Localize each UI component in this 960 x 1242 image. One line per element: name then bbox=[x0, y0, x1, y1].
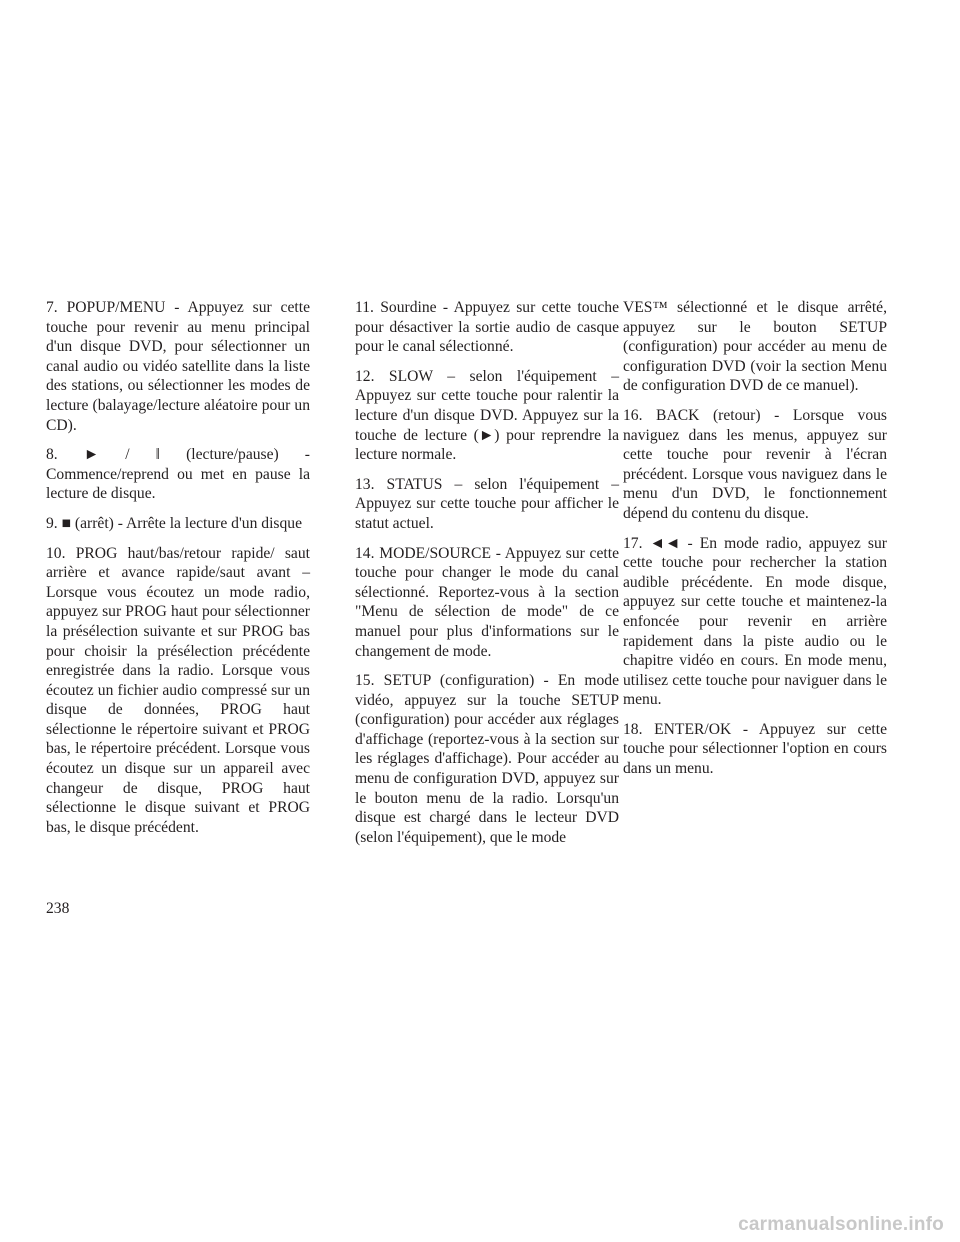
text-column-1 bbox=[46, 298, 310, 847]
paragraph-stop: 9. ■ (arrêt) - Arrête la lecture d'un disque bbox=[46, 514, 302, 532]
paragraph-play-pause: 8. ► / ‖ (lecture/pause) - Commence/reprend ou met en pause la lecture de disque. bbox=[46, 446, 310, 503]
text-column-2 bbox=[355, 298, 619, 857]
paragraph-setup: 15. SETUP (configuration) - En mode vidéo, appuyez sur la touche SETUP (configuration) pour accéder aux réglages d'affichage (reportez-vous à la section sur les réglages d'affichage). Pour accéder au menu de configuration DVD, appuyez sur le bouton menu de la radio. Lorsqu'un disque est chargé dans le lecteur DVD (selon l'équipement), que le mode bbox=[355, 672, 619, 846]
paragraph-popup-menu: 7. POPUP/MENU - Appuyez sur cette touche pour revenir au menu principal d'un disque DVD, pour sélectionner un canal audio ou vidéo satellite dans la liste des stations, ou sélectionner les modes de lecture (balayage/lecture aléatoire pour un CD). bbox=[46, 299, 310, 434]
paragraph-slow: 12. SLOW – selon l'équipement – Appuyez sur cette touche pour ralentir la lecture d'un disque DVD. Appuyez sur la touche de lecture (►) pour reprendre la lecture normale. bbox=[355, 367, 619, 464]
paragraph-status: 13. STATUS – selon l'équipement – Appuyez sur cette touche pour afficher le statut actuel. bbox=[355, 475, 619, 532]
text-column-3 bbox=[623, 298, 887, 789]
paragraph-mute: 11. Sourdine - Appuyez sur cette touche pour désactiver la sortie audio de casque pour le canal sélectionné. bbox=[355, 299, 619, 356]
watermark: carmanualsonline.info bbox=[738, 1214, 944, 1235]
paragraph-prog: 10. PROG haut/bas/retour rapide/ saut arrière et avance rapide/saut avant – Lorsque vous écoutez un mode radio, appuyez sur PROG haut pour sélectionner la présélection suivante et sur PROG bas pour choisir la présélection précédente enregistrée dans la radio. Lorsque vous écoutez un fichier audio compressé sur un disque de données, PROG haut sélectionne le répertoire suivant et PROG bas, le répertoire précédent. Lorsque vous écoutez un disque sur un appareil avec changeur de disque, PROG haut sélectionne le disque suivant et PROG bas, le disque précédent. bbox=[46, 544, 310, 836]
paragraph-mode-source: 14. MODE/SOURCE - Appuyez sur cette touche pour changer le mode du canal sélectionné. Reportez-vous à la section "Menu de sélection de mode" de ce manuel pour plus d'informations sur le changement de mode. bbox=[355, 544, 619, 660]
paragraph-rewind: 17. ◄◄ - En mode radio, appuyez sur cette touche pour rechercher la station audible précédente. En mode disque, appuyez sur cette touche et maintenez-la enfoncée pour revenir en arrière rapidement dans la piste audio ou le chapitre vidéo en cours. En mode menu, utilisez cette touche pour naviguer dans le menu. bbox=[623, 534, 887, 709]
page-number: 238 bbox=[46, 900, 70, 917]
paragraph-enter-ok: 18. ENTER/OK - Appuyez sur cette touche pour sélectionner l'option en cours dans un menu. bbox=[623, 720, 887, 778]
paragraph-setup-continued: VES™ sélectionné et le disque arrêté, appuyez sur le bouton SETUP (configuration) pour accéder au menu de configuration DVD (voir la section Menu de configuration DVD de ce manuel). bbox=[623, 299, 887, 395]
paragraph-back: 16. BACK (retour) - Lorsque vous naviguez dans les menus, appuyez sur cette touche pour revenir à l'écran précédent. Lorsque vous naviguez dans le menu d'un DVD, le fonctionnement dépend du contenu du disque. bbox=[623, 406, 887, 522]
